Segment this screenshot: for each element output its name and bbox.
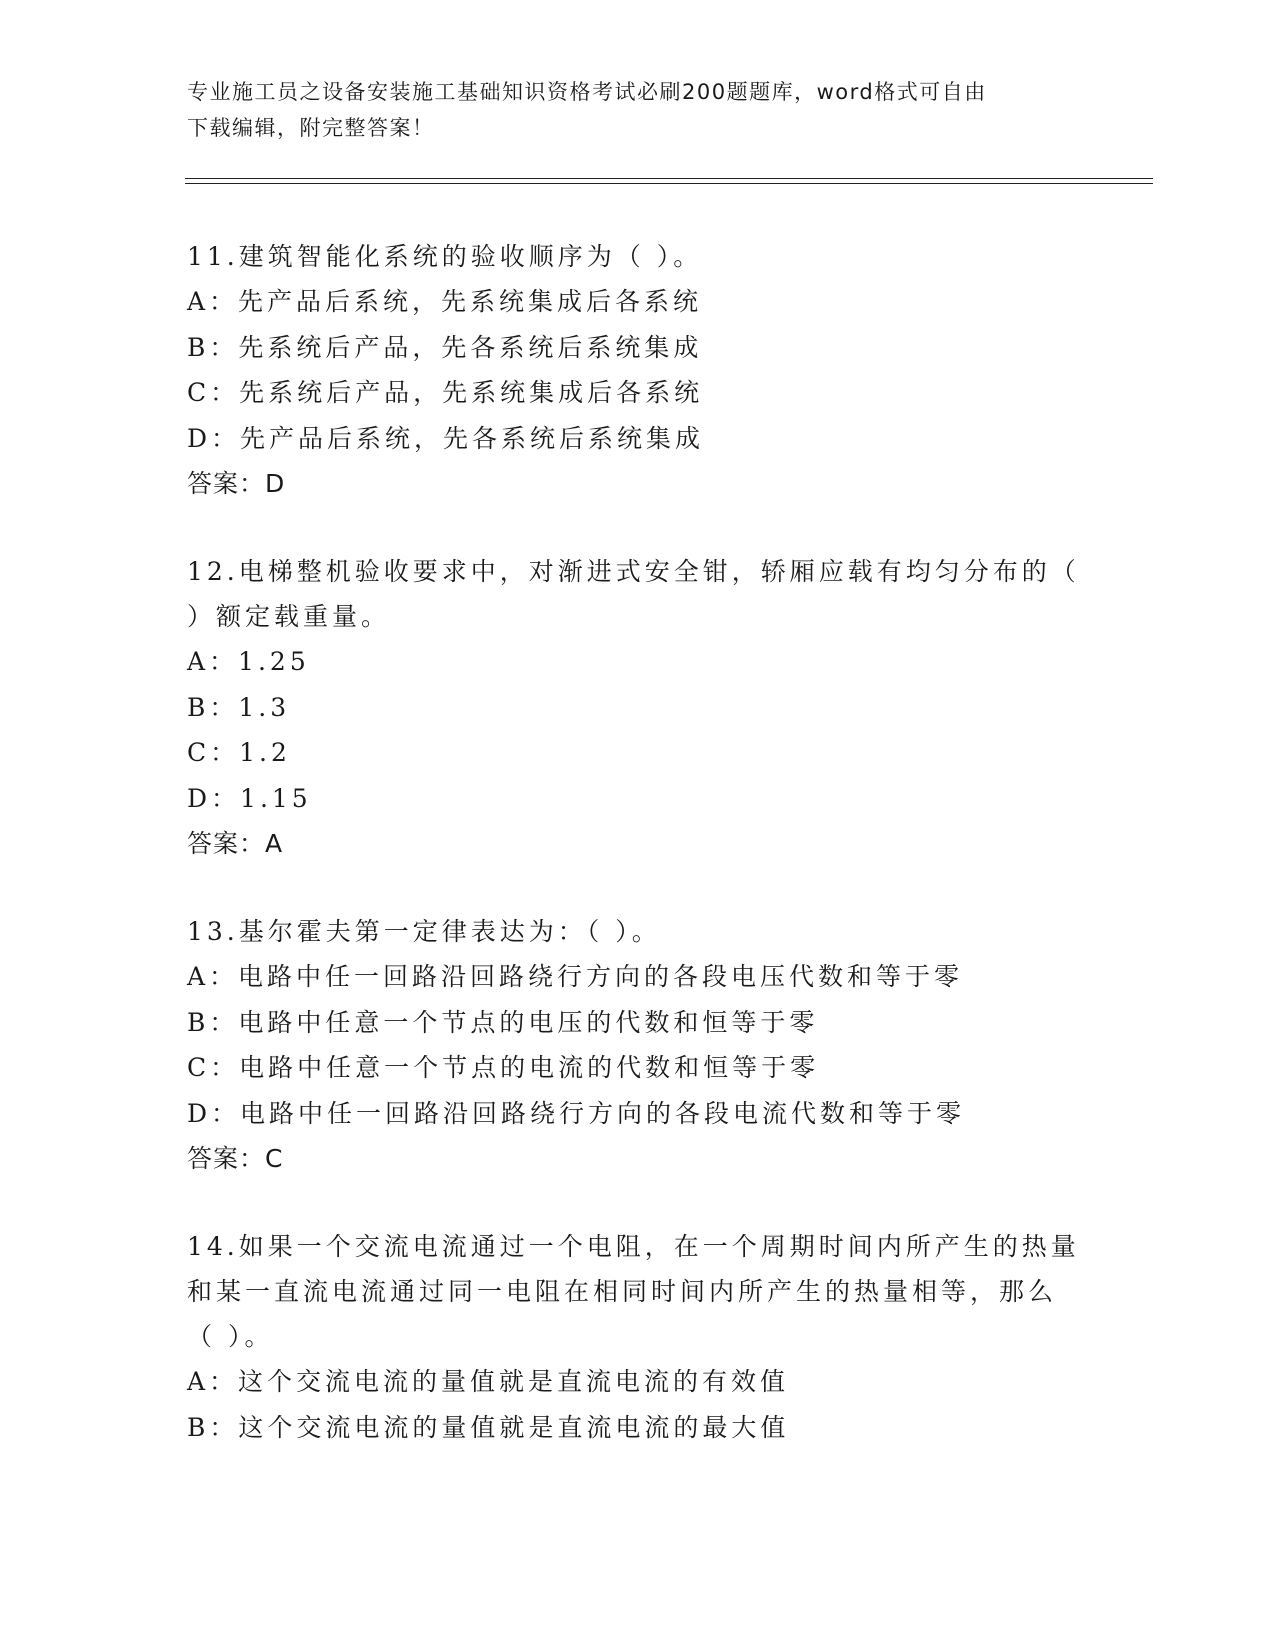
question-14 — [187, 1224, 1087, 1450]
header-line-2: 下载编辑，附完整答案！ — [187, 116, 435, 140]
question-stem-line-2: ）额定载重量。 — [187, 602, 391, 631]
option-c: C：电路中任意一个节点的电流的代数和恒等于零 — [187, 1053, 820, 1082]
question-stem-line-3: （ ）。 — [187, 1322, 274, 1351]
option-b: B：1.3 — [187, 692, 291, 722]
option-a: A：先产品后系统，先系统集成后各系统 — [187, 287, 703, 316]
option-b: B：电路中任意一个节点的电压的代数和恒等于零 — [187, 1007, 819, 1037]
option-d: D：先产品后系统，先各系统后系统集成 — [187, 423, 705, 453]
question-stem-line-1: 14.如果一个交流电流通过一个电阻，在一个周期时间内所产生的热量 — [187, 1232, 1080, 1261]
option-b: B：这个交流电流的量值就是直流电流的最大值 — [187, 1412, 790, 1442]
question-list — [187, 234, 1087, 1492]
option-a: A：电路中任一回路沿回路绕行方向的各段电压代数和等于零 — [187, 962, 964, 991]
question-stem: 11.建筑智能化系统的验收顺序为（ ）。 — [187, 242, 703, 271]
header-divider-bottom — [185, 183, 1153, 184]
option-d: D：1.15 — [187, 783, 312, 813]
answer: 答案：A — [187, 829, 284, 858]
header-line-1: 专业施工员之设备安装施工基础知识资格考试必刷200题题库，word格式可自由 — [187, 80, 987, 104]
option-c: C：1.2 — [187, 738, 291, 767]
answer: 答案：C — [187, 1144, 284, 1173]
answer: 答案：D — [187, 469, 286, 498]
question-13 — [187, 909, 1087, 1182]
option-b: B：先系统后产品，先各系统后系统集成 — [187, 332, 703, 362]
document-header — [187, 74, 1067, 146]
question-stem: 13.基尔霍夫第一定律表达为：（ ）。 — [187, 917, 661, 946]
question-12 — [187, 549, 1087, 867]
question-11 — [187, 234, 1087, 507]
option-d: D：电路中任一回路沿回路绕行方向的各段电流代数和等于零 — [187, 1098, 966, 1128]
option-a: A：这个交流电流的量值就是直流电流的有效值 — [187, 1367, 790, 1396]
option-c: C：先系统后产品，先系统集成后各系统 — [187, 378, 704, 407]
header-divider-top — [185, 178, 1153, 179]
option-a: A：1.25 — [187, 647, 310, 676]
question-stem-line-2: 和某一直流电流通过同一电阻在相同时间内所产生的热量相等，那么 — [187, 1277, 1058, 1306]
question-stem-line-1: 12.电梯整机验收要求中，对渐进式安全钳，轿厢应载有均匀分布的（ — [187, 557, 1080, 586]
